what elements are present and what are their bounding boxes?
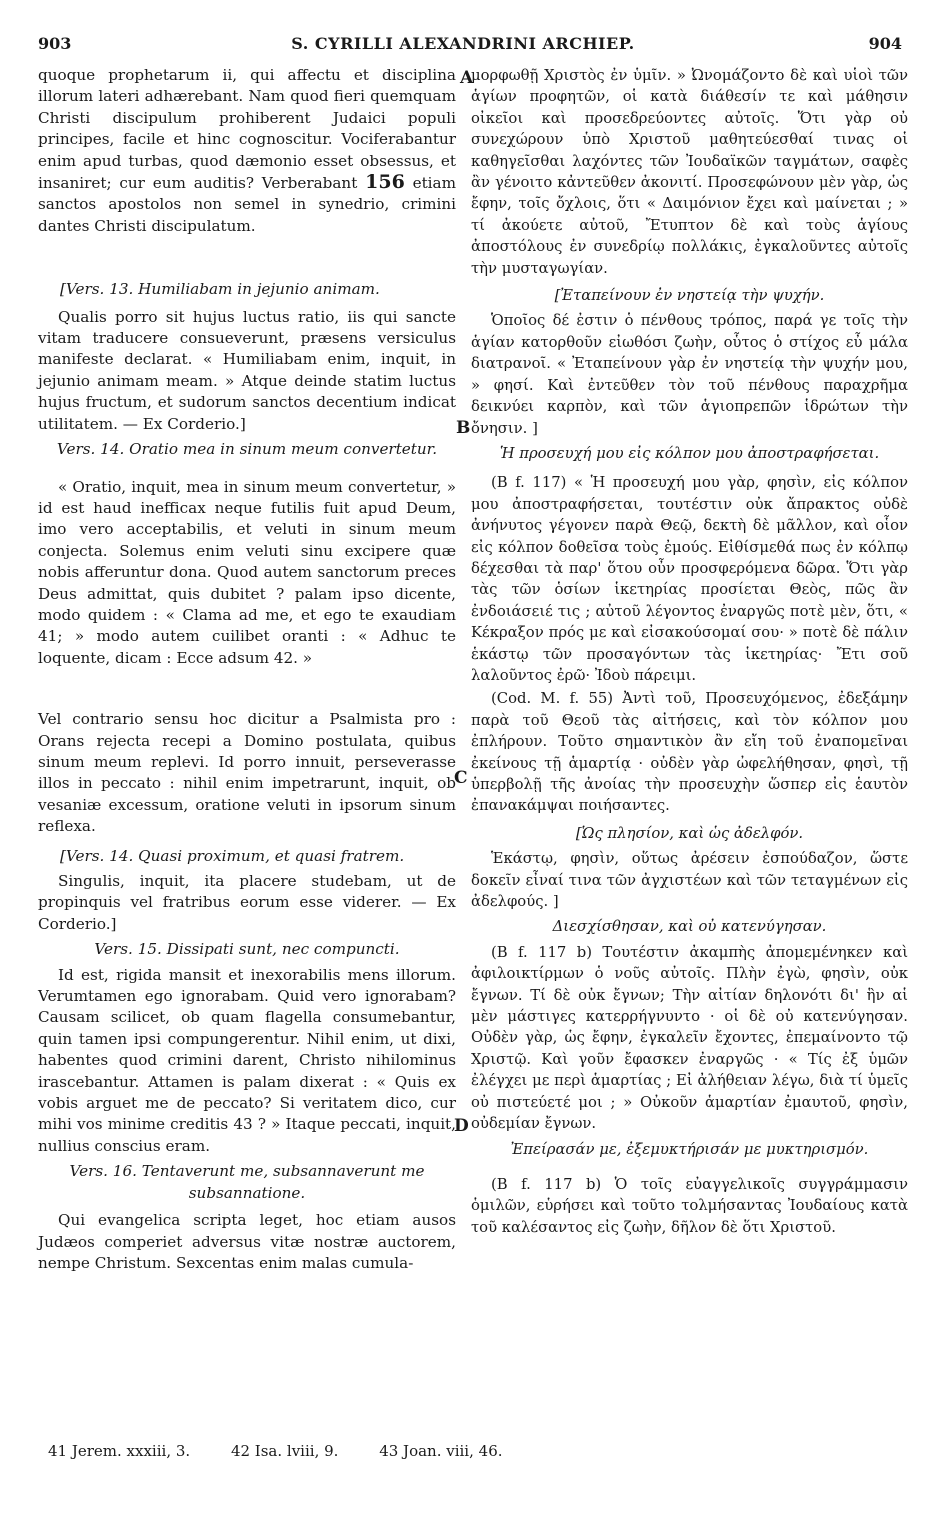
page-number-left: 903 <box>38 34 72 53</box>
verse-heading-16: Vers. 16. Tentaverunt me, subsannaverunt me subsannatione. <box>69 1162 425 1202</box>
greek-paragraph-16: (B f. 117 b) Ὁ τοῖς εὐαγγελικοῖς συγγράμμασιν ὁμιλῶν, εὑρήσει καὶ τοῦτο τολμήσαντας Ἰουδαίους κατὰ τοῦ καλέσαντος εἰς ζωὴν, δῆλον δὲ ὅτι Χριστοῦ. <box>471 1175 908 1236</box>
verse-heading-14b: [Vers. 14. Quasi proximum, et quasi fratrem. <box>60 846 405 865</box>
verse-heading-13: [Vers. 13. Humiliabam in jejunio animam. <box>60 280 380 299</box>
greek-paragraph-14c: Ἑκάστῳ, φησὶν, οὕτως ἀρέσειν ἐσπούδαζον, ὥστε δοκεῖν εἶναί τινα τῶν ἀγχιστέων καὶ τῶν τεταγμένων εἰς ἀδελφούς. ] <box>471 850 908 911</box>
greek-verse-heading-14: Ἡ προσευχή μου εἰς κόλπον μου ἀποστραφήσεται. <box>499 444 880 462</box>
running-title: S. CYRILLI ALEXANDRINI ARCHIEP. <box>291 34 635 53</box>
greek-column <box>471 65 908 1238</box>
greek-paragraph-intro: μορφωθῇ Χριστὸς ἐν ὑμῖν. » Ὠνομάζοντο δὲ καὶ υἱοὶ τῶν ἁγίων προφητῶν, οἱ κατὰ διάθεσίν τε καὶ μάθησιν οἰκεῖοι καὶ προσεδρεύοντες αὐτοῖς. Ὅτι γὰρ οὐ συνεχώρουν ὑπὸ Χριστοῦ μαθητεύεσθαί τινας οἱ καθηγεῖσθαι λαχόντες τῶν Ἰουδαϊκῶν ταγμάτων, σαφὲς ἂν γένοιτο κἀντεῦθεν ἀκονιτί. Προσεφώνουν μὲν γὰρ, ὡς ἔφην, τοῖς ὄχλοις, ὅτι « Δαιμόνιον ἔχει καὶ μαίνεται ; » τί ἀκούετε αὐτοῦ, Ἔτυπτον δὲ καὶ τοὺς ἁγίους ἀποστόλους ἐν συνεδρίῳ πολλάκις, ἐγκαλοῦντες αὐτοῖς τὴν μυσταγωγίαν. <box>471 67 908 277</box>
margin-letter-c: C <box>454 768 468 788</box>
latin-paragraph-14a: « Oratio, inquit, mea in sinum meum convertetur, » id est haud inefficax neque futilis fuit apud Deum, imo vero acceptabilis, et veluti in sinum meum conjecta. Solemus enim veluti sinu excipere quæ nobis afferuntur dona. Quod autem sanctorum preces Deus admittat, quis dubitet ? palam ipso dicente, modo quidem : « Clama ad me, et ego te exaudiam 41; » modo autem cuilibet oranti : « Adhuc te loquente, dicam : Ecce adsum 42. » <box>38 477 456 667</box>
greek-paragraph-15: (B f. 117 b) Τουτέστιν ἀκαμπὴς ἀπομεμένηκεν καὶ ἀφιλοικτίρμων ὁ νοῦς αὐτοῖς. Πλὴν ἐγὼ, φησὶν, οὐκ ἔγνων. Τί δὲ οὐκ ἔγνων; Τὴν αἰτίαν δηλονότι δι' ἣν αἱ μὲν μάστιγες κατερρήγνυντο · οἱ δὲ οὐ κατενύγησαν. Οὐδὲν γὰρ, ὡς ἔφην, ἐγκαλεῖν ἔχοντες, ἐπεμαίνοντο τῷ Χριστῷ. Καὶ γοῦν ἔφασκεν ἐναργῶς · « Τίς ἐξ ὑμῶν ἐλέγχει με περὶ ἁμαρτίας ; Εἰ ἀλήθειαν λέγω, διὰ τί ὑμεῖς οὐ πιστεύετέ μοι ; » Οὐκοῦν ἁμαρτίαν ἐμαυτοῦ, φησὶν, οὐδεμίαν ἔγνων. <box>471 943 908 1133</box>
margin-letter-b: B <box>456 418 471 438</box>
latin-paragraph-13: Qualis porro sit hujus luctus ratio, iis qui sancte vitam traducere consueverunt, præsens versiculus manifeste declarat. « Humiliabam enim, inquit, in jejunio animam meam. » Atque deinde statim luctus hujus fructum, et sudorum sanctos decentium indicat utilitatem. — Ex Corderio.] <box>38 307 456 433</box>
greek-verse-heading-14b: [Ὡς πλησίον, καὶ ὡς ἀδελφόν. <box>575 824 804 842</box>
greek-verse-heading-13: [Ἐταπείνουν ἐν νηστείᾳ τὴν ψυχήν. <box>554 287 825 305</box>
page-header <box>0 34 926 64</box>
margin-letter-d: D <box>454 1116 469 1136</box>
footnote-41: 41 Jerem. xxxiii, 3. <box>48 1442 191 1460</box>
latin-column <box>38 65 456 1274</box>
margin-letter-a: A <box>460 68 474 88</box>
greek-verse-heading-16: Ἐπείρασάν με, ἐξεμυκτήρισάν με μυκτηρισμόν. <box>510 1140 869 1158</box>
greek-verse-heading-15: Διεσχίσθησαν, καὶ οὐ κατενύγησαν. <box>552 918 827 936</box>
latin-paragraph-14b: Vel contrario sensu hoc dicitur a Psalmista pro : Orans rejecta recepi a Domino postulata, quibus sinum meum replevi. Id porro innuit, perseverasse illos in peccato : nihil enim impetrarunt, inquit, ob vesaniæ excessum, oratione veluti in ipsorum sinum reflexa. <box>38 710 456 836</box>
greek-paragraph-14a: (B f. 117) « Ἡ προσευχή μου γὰρ, φησὶν, εἰς κόλπον μου ἀποστραφήσεται, τουτέστιν οὐκ ἄπρακτος οὐδὲ ἀνήνυτος γέγονεν παρὰ Θεῷ, δεκτὴ δὲ μᾶλλον, καὶ οἷον εἰς κόλπον δοθεῖσα τοὺς ἐμούς. Εἰθίσμεθά πως ἐν κόλπῳ δέχεσθαι τὰ παρ' ὅτου οὖν προσφερόμενα δῶρα. Ὅτι γὰρ τὰς τῶν ὁσίων ἱκετηρίας προσίεται Θεὸς, πῶς ἂν ἐνδοιάσειέ τις ; αὐτοῦ λέγοντος ἐναργῶς ποτὲ μὲν, ὅτι, « Κέκραξον πρός με καὶ εἰσακούσομαί σου· » ποτὲ δὲ πάλιν ἑκάστῳ τῶν προσαγόντων τὰς ἱκετηρίας· Ἔτι σοῦ λαλοῦντος ἐρῶ· Ἰδοὺ πάρειμι. <box>471 474 908 684</box>
latin-paragraph-16: Qui evangelica scripta leget, hoc etiam ausos Judæos comperiet adversus vitæ nostræ auctorem, nempe Christum. Sexcentas enim malas cumula- <box>38 1211 456 1272</box>
footnotes <box>48 1442 648 1460</box>
footnote-43: 43 Joan. viii, 46. <box>379 1442 503 1460</box>
verse-heading-15: Vers. 15. Dissipati sunt, nec compuncti. <box>94 940 400 959</box>
greek-paragraph-13: Ὁποῖος δέ ἐστιν ὁ πένθους τρόπος, παρά γε τοῖς τὴν ἁγίαν κατορθοῦν εἰωθόσι ζωὴν, οὗτος ὁ στίχος εὖ μάλα διατρανοῖ. « Ἐταπείνουν γὰρ ἐν νηστείᾳ τὴν ψυχήν μου, » φησί. Καὶ ἐντεῦθεν τὸν τοῦ πένθους παραχρῆμα δεικνύει καρπὸν, καὶ τῶν ἁγιοπρεπῶν ἱδρώτων τὴν ὄνησιν. ] <box>471 312 908 437</box>
verse-heading-14: Vers. 14. Oratio mea in sinum meum convertetur. <box>56 440 438 459</box>
latin-paragraph-15: Id est, rigida mansit et inexorabilis mens illorum. Verumtamen ego ignorabam. Quid vero ignorabam? Causam scilicet, ob quam flagella consumebantur, quin tamen ipsi compungerentur. Nihil enim, ut dixi, habentes quod crimini darent, Christo nihilominus irascebantur. Attamen is palam dixerat : « Quis ex vobis arguet me de peccato? Si veritatem dico, cur mihi vos minime creditis 43 ? » Itaque peccati, inquit, nullius conscius eram. <box>38 965 456 1155</box>
column-number: 156 <box>365 171 405 194</box>
latin-paragraph-intro: quoque prophetarum ii, qui affectu et disciplina illorum lateri adhærebant. Nam quod fieri quemquam Christi discipulum prohiberent Judaici populi principes, facile et hinc cognoscitur. Vociferabantur enim apud turbas, quod dæmonio esset obsessus, et insaniret; cur eum auditis? Verberabant 156 etiam sanctos apostolos non semel in synedrio, crimini dantes Christi discipulatum. <box>38 66 456 235</box>
footnote-42: 42 Isa. lviii, 9. <box>230 1442 339 1460</box>
page-number-right: 904 <box>868 34 902 53</box>
latin-paragraph-14c: Singulis, inquit, ita placere studebam, ut de propinquis vel fratribus eorum esse viderer. — Ex Corderio.] <box>38 872 456 933</box>
greek-paragraph-14b: (Cod. M. f. 55) Ἀντὶ τοῦ, Προσευχόμενος, ἐδεξάμην παρὰ τοῦ Θεοῦ τὰς αἰτήσεις, καὶ τὸν κόλπον μου ἐπλήρουν. Τοῦτο σημαντικὸν ἂν εἴη τοῦ ἐναπομεῖναι ἐκείνους τῇ ἁμαρτίᾳ · οὐδὲν γὰρ ὠφελήθησαν, φησὶ, τῇ ὑπερβολῇ τῆς ἀνοίας τὴν προσευχὴν ὥσπερ εἰς ἑαυτὸν ἐπανακάμψαι ποιήσαντες. <box>471 690 908 815</box>
